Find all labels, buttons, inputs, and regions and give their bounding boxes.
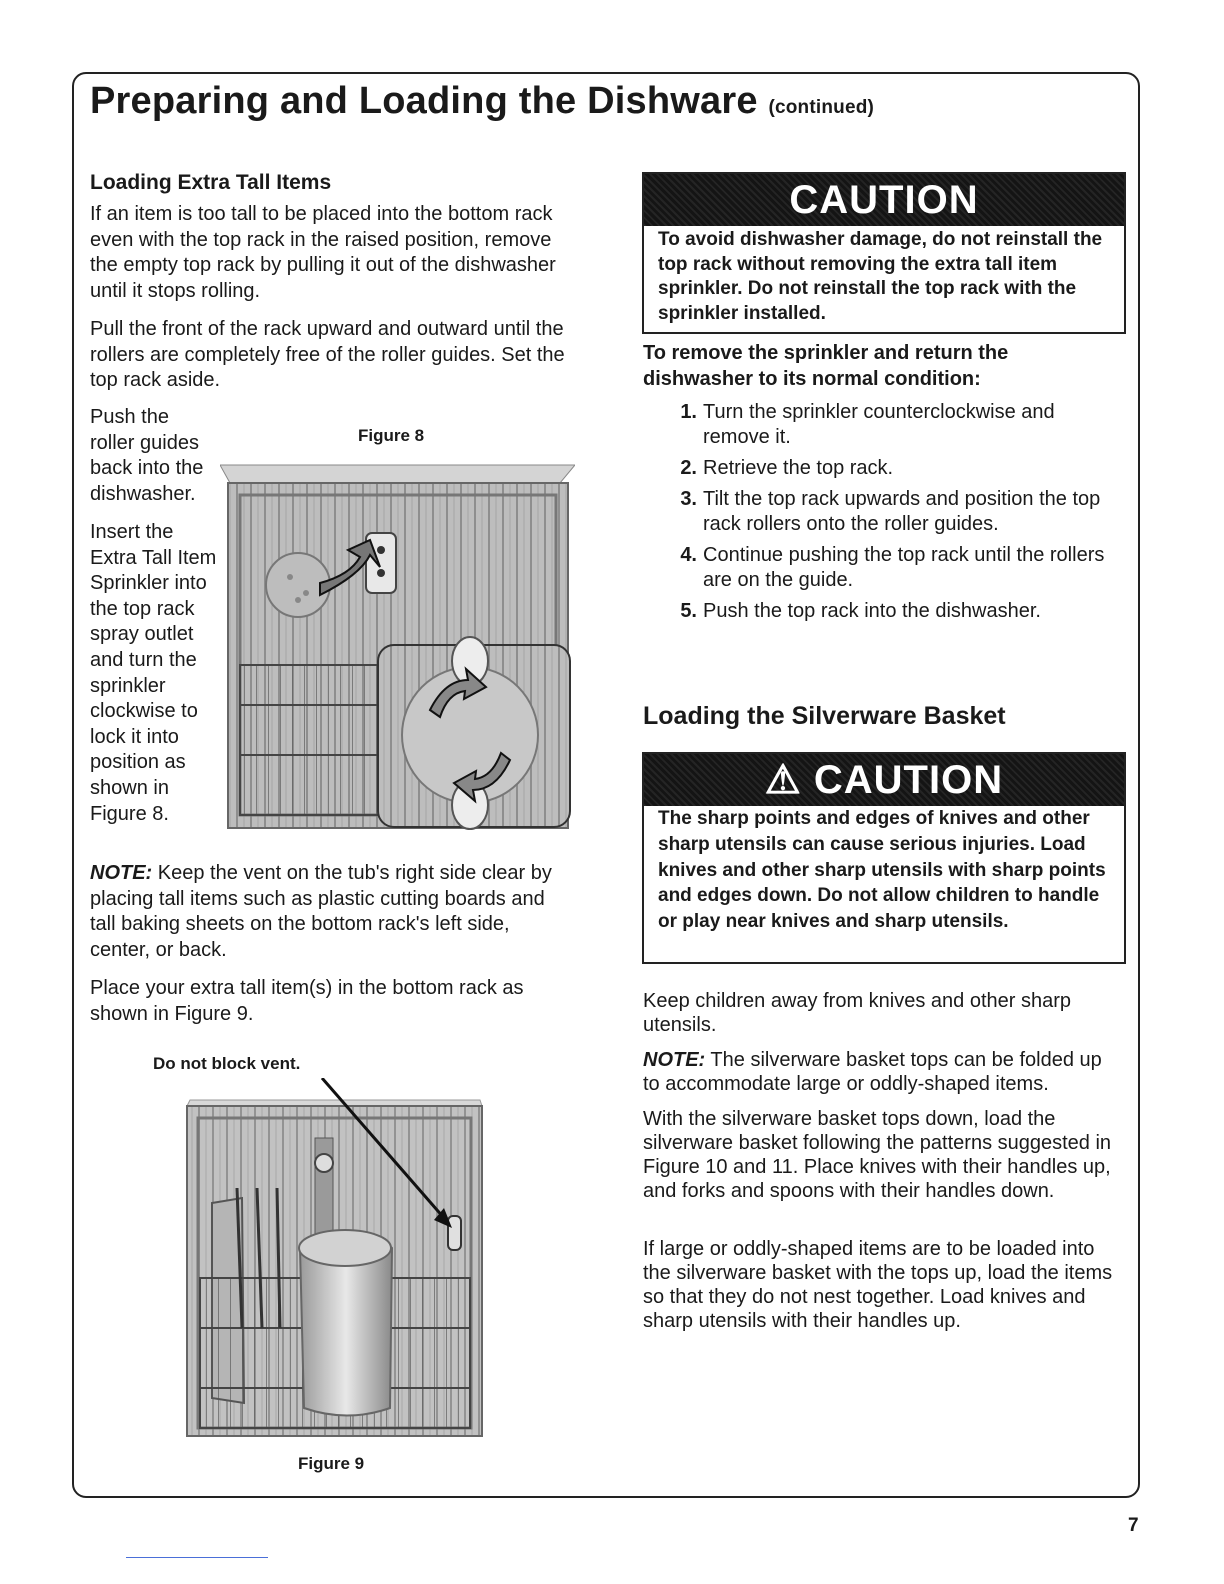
left-para-5: Place your extra tall item(s) in the bottom rack as shown in Figure 9. [90, 977, 524, 1025]
step-item: 2. Retrieve the top rack. [680, 457, 894, 479]
remove-steps-list [665, 400, 1115, 630]
left-para-4: Insert the Extra Tall Item Sprinkler into the top rack spray outlet and turn the sprinkler clockwise to lock it into position as shown in Figure 8. [90, 521, 217, 825]
step-item: 5. Push the top rack into the dishwasher. [680, 600, 1041, 622]
left-para-2: Pull the front of the rack upward and outward until the rollers are completely free of the roller guides. Set the top rack aside. [90, 318, 565, 392]
caution-text-knives: The sharp points and edges of knives and other sharp utensils can cause serious injuries. Load knives and other sharp utensils with sharp points and edges down. Do not allow children to handle or play near knives and sharp utensils. [658, 808, 1106, 933]
vent [448, 1216, 461, 1250]
caution-header: CAUTION [644, 174, 1124, 226]
step-item: 1. Turn the sprinkler counterclockwise and remove it. [680, 401, 1055, 448]
note-label: NOTE: [90, 862, 153, 884]
heading-silverware-basket: Loading the Silverware Basket [643, 702, 1006, 730]
left-note: NOTE: Keep the vent on the tub's right side clear by placing tall items such as plastic cutting boards and tall baking sheets on the bottom rack's left side, center, or back. [90, 862, 552, 961]
left-para-3: Push the roller guides back into the dishwasher. [90, 406, 204, 505]
right-para-2: With the silverware basket tops down, load the silverware basket following the patterns suggested in Figure 10 and 11. Place knives with their handles up, and forks and spoons with their handles down. [643, 1108, 1112, 1202]
note-label-2: NOTE: [643, 1049, 706, 1071]
caution-box-knives [642, 752, 1126, 964]
heading-loading-extra-tall: Loading Extra Tall Items [90, 171, 332, 194]
title-suffix: (continued) [768, 97, 875, 118]
footer-line [126, 1557, 268, 1558]
figure-9-illustration [182, 1078, 487, 1440]
caution-header-2: ⚠ CAUTION [644, 754, 1124, 806]
page-title: Preparing and Loading the Dishware (continued) [90, 80, 875, 122]
bottom-rack [240, 665, 390, 815]
figure-8-illustration [220, 455, 575, 835]
page-number: 7 [1128, 1515, 1139, 1536]
step-item: 4. Continue pushing the top rack until the rollers are on the guide. [680, 544, 1105, 591]
dishwasher-top [220, 465, 575, 483]
warning-icon: ⚠ [764, 758, 802, 802]
caution-text-damage: To avoid dishwasher damage, do not reinstall the top rack without removing the extra tall item sprinkler. Do not reinstall the top rack with the sprinkler installed. [658, 229, 1103, 324]
right-note: NOTE: The silverware basket tops can be folded up to accommodate large or oddly-shaped items. [643, 1049, 1102, 1095]
figure-9-label: Figure 9 [298, 1454, 365, 1473]
figure-8-label: Figure 8 [358, 426, 425, 445]
caution-box-damage [642, 172, 1126, 334]
left-para-1: If an item is too tall to be placed into the bottom rack even with the top rack in the raised position, remove the empty top rack by pulling it out of the dishwasher until it stops rolling. [90, 203, 556, 302]
remove-sprinkler-heading: To remove the sprinkler and return the dishwasher to its normal condition: [643, 342, 1009, 390]
right-para-3: If large or oddly-shaped items are to be loaded into the silverware basket with the tops up, load the items so that they do not nest together. Load knives and sharp utensils with their handles up. [643, 1238, 1113, 1332]
figure-9-callout: Do not block vent. [153, 1054, 301, 1073]
step-item: 3. Tilt the top rack upwards and position the top rack rollers onto the roller guides. [680, 488, 1101, 535]
right-para-1: Keep children away from knives and other sharp utensils. [643, 990, 1072, 1036]
